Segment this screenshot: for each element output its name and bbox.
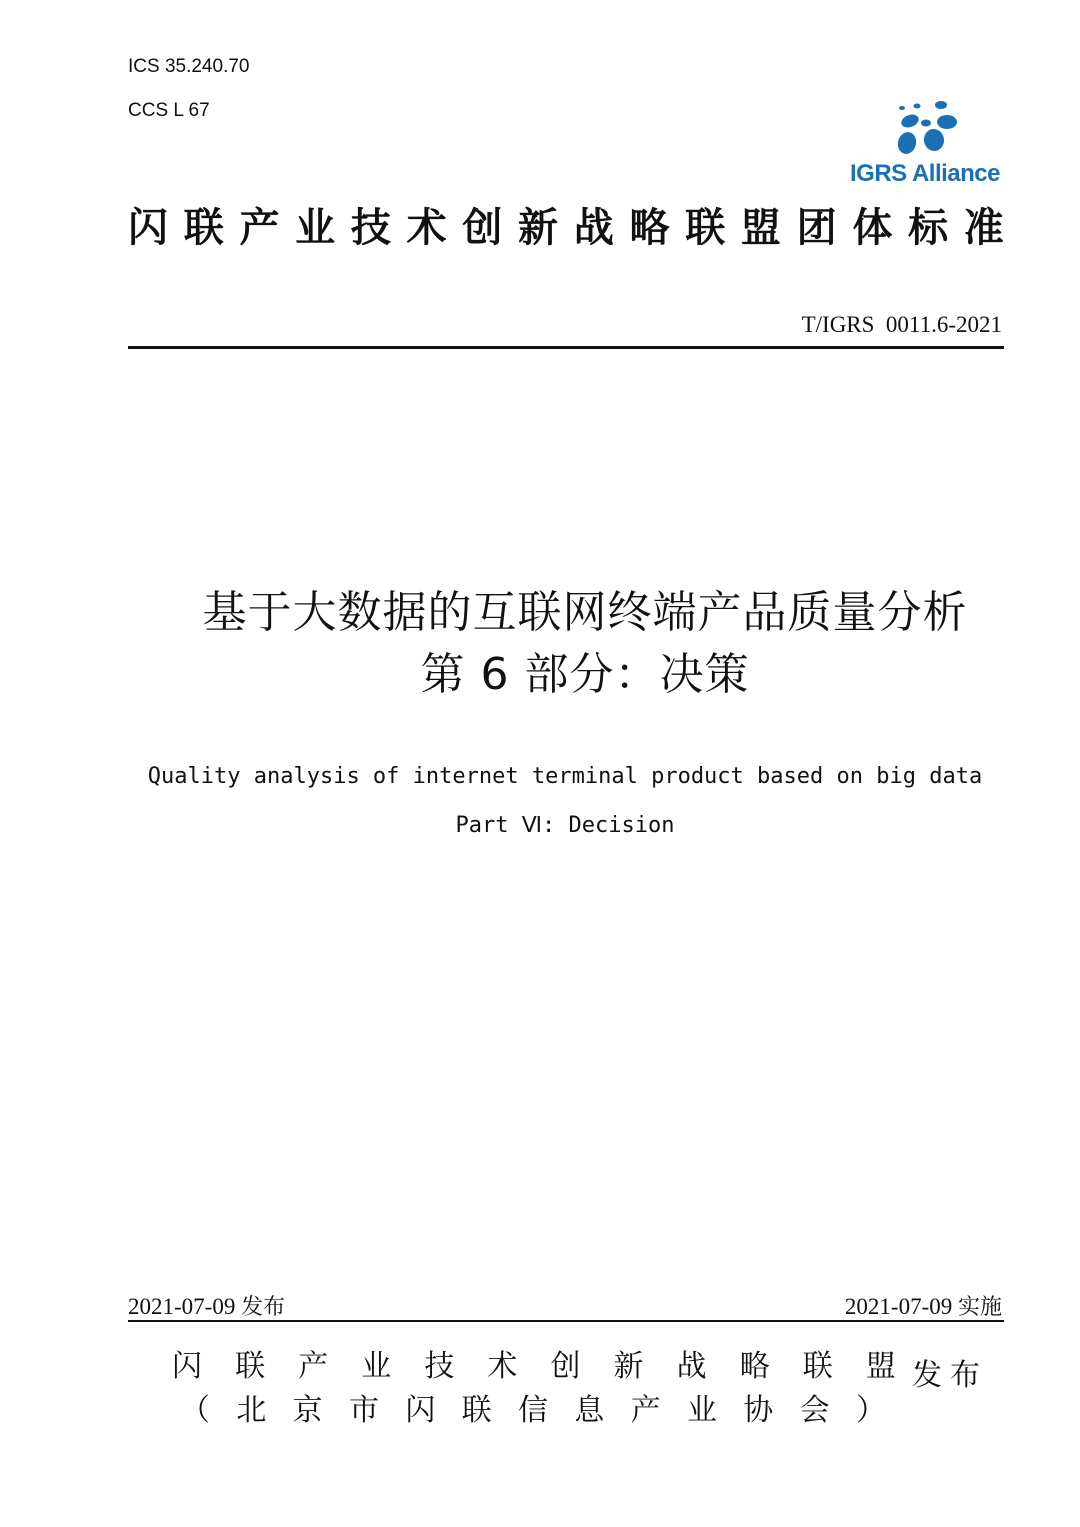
publisher-line2-char: ）: [855, 1393, 886, 1428]
publisher-line2-char: 息: [574, 1393, 605, 1428]
top-rule: [128, 346, 1004, 349]
publisher-line1: [172, 1341, 896, 1385]
publisher-line1-char: 联: [802, 1349, 833, 1384]
org-title-char: 产: [239, 205, 280, 251]
org-title-char: 准: [963, 205, 1004, 251]
org-title-char: 盟: [740, 205, 781, 251]
ics-code: ICS 35.240.70: [128, 56, 250, 77]
org-title-char: 团: [796, 205, 837, 251]
publisher-line1-char: 战: [676, 1349, 707, 1384]
issue-date-value: 2021-07-09: [128, 1294, 236, 1319]
publisher-line2-char: 会: [799, 1393, 830, 1428]
publisher-line1-char: 盟: [865, 1349, 896, 1384]
publisher-line1-char: 联: [235, 1349, 266, 1384]
publisher-line2: [180, 1385, 886, 1429]
org-title-char: 标: [908, 205, 949, 251]
implement-label: 实施: [957, 1295, 1002, 1320]
publisher-line2-char: 市: [348, 1393, 379, 1428]
org-title-char: 联: [685, 205, 726, 251]
issue-date: [128, 1290, 285, 1321]
org-title-char: 术: [406, 205, 447, 251]
english-title-line2: Part Ⅵ: Decision: [455, 813, 675, 838]
org-title-char: 联: [183, 205, 224, 251]
org-title-char: 体: [852, 205, 893, 251]
publisher-line2-char: （: [180, 1393, 210, 1428]
english-title-line1: Quality analysis of internet terminal product based on big data: [147, 764, 983, 789]
publisher-line1-char: 创: [550, 1349, 581, 1384]
publisher-line1-char: 技: [424, 1349, 455, 1384]
implement-date-value: 2021-07-09: [844, 1294, 953, 1319]
org-title-char: 新: [518, 205, 559, 251]
publisher-line1-char: 产: [298, 1349, 329, 1384]
logo-wordmark: IGRS Alliance: [850, 160, 1000, 187]
org-title: [128, 196, 1004, 253]
publisher-line2-char: 产: [630, 1393, 661, 1428]
publisher-line2-char: 京: [292, 1393, 323, 1428]
org-title-char: 闪: [128, 205, 168, 251]
publisher-line2-char: 闪: [405, 1393, 436, 1428]
bottom-rule: [128, 1320, 1004, 1322]
standard-number: T/IGRS 0011.6-2021: [801, 312, 1002, 337]
publisher-line1-char: 业: [361, 1349, 392, 1384]
chinese-title-line1: 基于大数据的互联网终端产品质量分析: [202, 587, 968, 638]
publisher-line1-char: 新: [613, 1349, 644, 1384]
implement-date: [845, 1290, 1002, 1321]
igrs-logo-icon: [850, 98, 1000, 168]
publisher-line2-char: 北: [236, 1393, 267, 1428]
org-title-char: 技: [350, 205, 391, 251]
publisher-line2-char: 信: [517, 1393, 548, 1428]
org-title-char: 业: [295, 205, 336, 251]
publisher-line1-char: 闪: [172, 1349, 202, 1384]
publisher-line1-char: 略: [739, 1349, 770, 1384]
org-title-char: 创: [462, 205, 503, 251]
publisher-line2-char: 联: [461, 1393, 492, 1428]
issue-label: 发布: [241, 1295, 286, 1320]
publisher-line2-char: 业: [686, 1393, 717, 1428]
igrs-logo: [850, 98, 1000, 190]
org-title-char: 略: [629, 205, 670, 251]
ccs-code: CCS L 67: [128, 100, 210, 121]
publisher-line2-char: 协: [743, 1393, 774, 1428]
publisher-line1-char: 术: [487, 1349, 518, 1384]
chinese-title-line2: 第 6 部分：决策: [420, 649, 750, 700]
org-title-char: 战: [573, 205, 614, 251]
publish-word: 发布: [912, 1358, 988, 1393]
